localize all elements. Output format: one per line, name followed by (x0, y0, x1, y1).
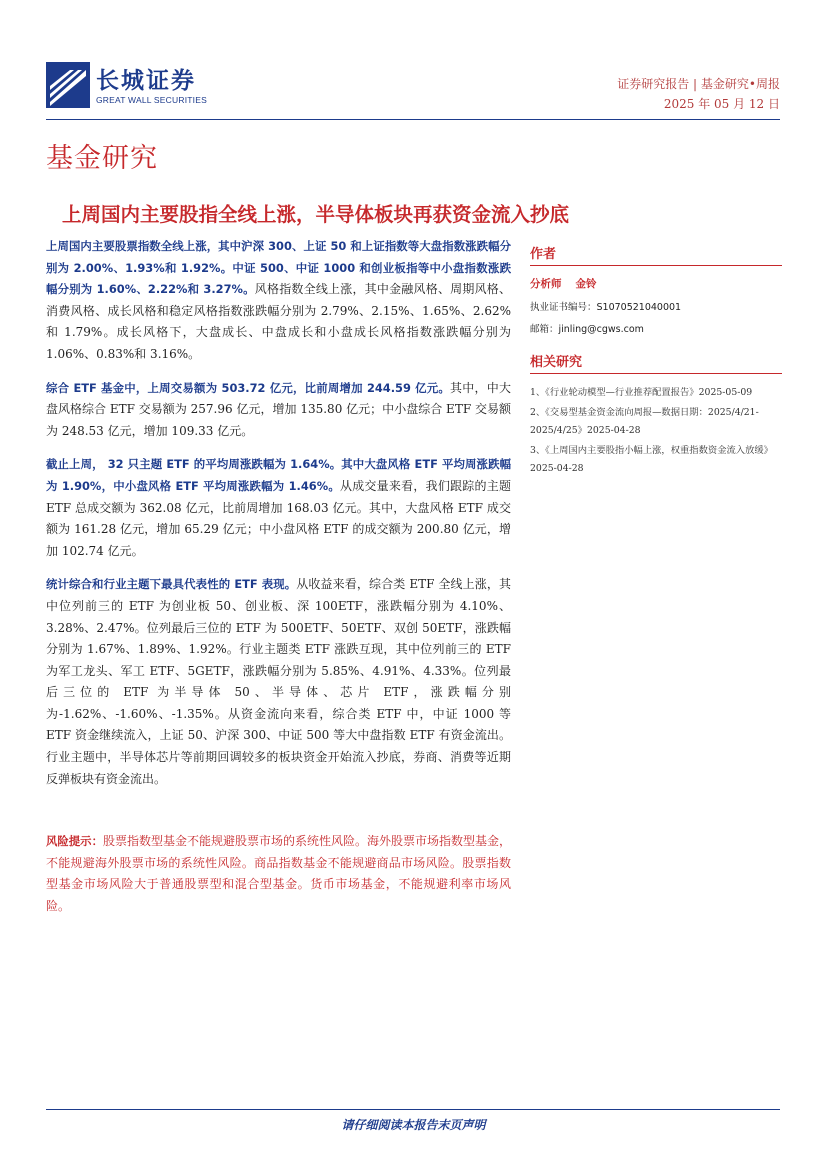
document-type: 基金研究 (46, 143, 158, 174)
great-wall-logo-icon (46, 62, 90, 108)
sidebar (530, 243, 782, 480)
author-heading: 作者 (530, 243, 782, 266)
paragraph-lead: 截止上周， 32 只主题 ETF 的平均周涨跌幅为 1.64%。其中大盘风格 ETF 平均周涨跌幅为 1.90%，中小盘风格 ETF 平均周涨跌幅为 1.46%。 (46, 457, 511, 493)
header-divider (46, 119, 780, 120)
risk-warning (46, 831, 511, 917)
footer-divider (46, 1109, 780, 1110)
paragraph-theme-etf (46, 454, 511, 562)
paragraph-etf-trading (46, 378, 511, 443)
paragraph-indices (46, 236, 511, 366)
related-item[interactable]: 1、《行业轮动模型—行业推荐配置报告》2025-05-09 (530, 387, 753, 398)
analyst-email: 邮箱：jinling@cgws.com (530, 324, 644, 335)
paragraph-text: 从收益来看，综合类 ETF 全线上涨，其中位列前三的 ETF 为创业板 50、创业板、深 100ETF，涨跌幅分别为 4.10%、3.28%、2.47%。位列最后三位的 ETF 为 500ETF、50ETF、双创 50ETF，涨跌幅分别为 1.67%、1.89%、1.92%。行业主题类 ETF 涨跌互现，其中位列前三的 ETF 为军工龙头、军工 ETF、5GETF，涨跌幅分别为 5.85%、4.91%、4.33%。位列最后三位的 ETF 为半导体 50、半导体、芯片 ETF，涨跌幅分别为-1.62%、-1.60%、-1.35%。从资金流向来看，综合类 ETF 中，中证 1000 等 ETF 资金继续流入，上证 50、沪深 300、中证 500 等大中盘指数 ETF 有资金流出。行业主题中，半导体芯片等前期回调较多的板块资金开始流入抄底，券商、消费等近期反弹板块有资金流出。 (46, 577, 511, 786)
paragraph-text: 其中，中大盘风格综合 ETF 交易额为 257.96 亿元，增加 135.80 亿元；中小盘综合 ETF 交易额为 248.53 亿元，增加 109.33 亿元。 (46, 380, 511, 438)
related-item[interactable]: 3、《上周国内主要股指小幅上涨，权重指数资金流入放缓》2025-04-28 (530, 445, 773, 474)
report-title: 上周国内主要股指全线上涨，半导体板块再获资金流入抄底 (62, 203, 570, 226)
paragraph-lead: 统计综合和行业主题下最具代表性的 ETF 表现。 (46, 577, 297, 592)
footer-disclaimer: 请仔细阅读本报告末页声明 (341, 1118, 486, 1132)
company-logo (46, 62, 221, 108)
analyst-role: 分析师 (530, 278, 562, 290)
report-body (46, 236, 511, 802)
paragraph-lead: 综合 ETF 基金中，上周交易额为 503.72 亿元，比前周增加 244.59 亿元。 (46, 380, 451, 395)
report-date: 2025 年 05 月 12 日 (663, 97, 780, 111)
paragraph-text: 风格指数全线上涨，其中金融风格、周期风格、消费风格、成长风格和稳定风格指数涨跌幅分别为 2.79%、2.15%、1.65%、2.62%和 1.79%。成长风格下，大盘成长、中盘成长和小盘成长风格指数涨跌幅分别为 1.06%、0.83%和 3.16%。 (46, 282, 511, 361)
paragraph-etf-performance (46, 574, 511, 790)
license-number: 执业证书编号：S1070521040001 (530, 302, 682, 313)
report-meta (617, 74, 780, 114)
paragraph-text: 从成交量来看，我们跟踪的主题 ETF 总成交额为 362.08 亿元，比前周增加 168.03 亿元。其中，大盘风格 ETF 成交额为 161.28 亿元，增加 65.29 亿元；中小盘风格 ETF 的成交额为 200.80 亿元，增加 102.74 亿元。 (46, 478, 511, 558)
paragraph-lead: 上周国内主要股票指数全线上涨，其中沪深 300、上证 50 和上证指数等大盘指数涨跌幅分别为 2.00%、1.93%和 1.92%。中证 500、中证 1000 和创业板指等中小盘指数涨跌幅分别为 1.60%、2.22%和 3.27%。 (46, 239, 511, 297)
report-category: 证券研究报告 | 基金研究•周报 (617, 77, 780, 91)
related-research-list (530, 384, 782, 478)
analyst-name: 金铃 (575, 278, 597, 290)
related-research-heading: 相关研究 (530, 351, 782, 374)
risk-label: 风险提示： (46, 834, 103, 848)
related-item[interactable]: 2、《交易型基金资金流向周报—数据日期：2025/4/21-2025/4/25》2025-04-28 (530, 407, 759, 436)
analyst (530, 276, 782, 291)
logo-chinese-text: 长城证券 (96, 68, 196, 94)
risk-text: 股票指数型基金不能规避股票市场的系统性风险。海外股票市场指数型基金，不能规避海外股票市场的系统性风险。商品指数基金不能规避商品市场风险。股票指数型基金市场风险大于普通股票型和混合型基金。货币市场基金，不能规避利率市场风险。 (46, 834, 511, 913)
logo-english-text: GREAT WALL SECURITIES (96, 95, 207, 105)
